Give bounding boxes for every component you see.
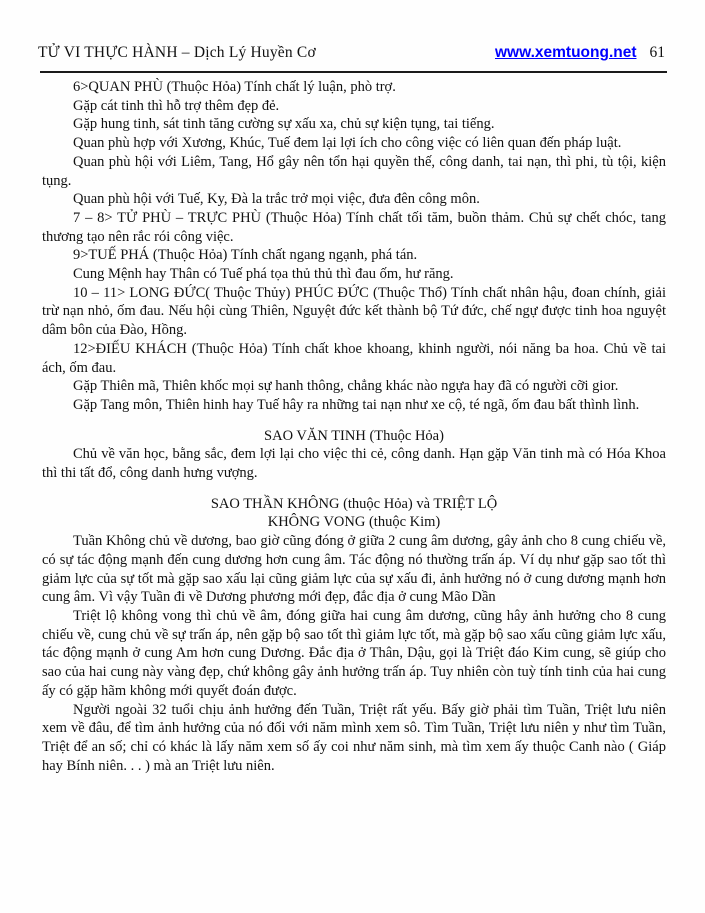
- paragraph: Triệt lộ không vong thì chủ về âm, đóng giữa hai cung âm dương, cũng hây ảnh hưởng cho 8 cung chiếu về, cung chủ về sự trấn áp, nên gặp bộ sao tốt thì giảm lực tốt, mà gặp bộ sao xấu cũng giảm lực xấu, tác động mạnh ở cung Am hơn cung Dương. Đắc địa ở Thân, Dậu, gọi là Triệt đáo Kim cung, sẽ giúp cho sao của hai cung này vàng đẹp, chứ không gây ảnh hưởng trấn áp. Tuy nhiên còn tuỳ tính tinh của hai cung ấy có gặp hãm không mới quyết đoán được.: [42, 607, 666, 699]
- paragraph: Người ngoài 32 tuổi chịu ảnh hưởng đến Tuần, Triệt rất yếu. Bấy giờ phải tìm Tuần, Triệt lưu niên xem về đâu, để tìm ảnh hưởng của nó đối với năm mình xem sô. Tìm Tuần, Triệt lưu niên y như tìm Tuần, Triệt để an số; chỉ có khác là lấy năm xem số ấy coi như năm sinh, mà tìm xem ấy thuộc Canh nào ( Giáp hay Bính niên. . . ) mà an Triệt lưu niên.: [42, 701, 666, 774]
- paragraph: 10 – 11> LONG ĐỨC( Thuộc Thủy) PHÚC ĐỨC (Thuộc Thổ) Tính chất nhân hậu, đoan chính, giải trừ nạn nhỏ, ốm đau. Nếu hội cùng Thiên, Nguyệt đức kết thành bộ Tứ đức, chế ngự được tinh hoa nguyệt dâm bôn của Đào, Hồng.: [42, 284, 666, 339]
- paragraph: 6>QUAN PHÙ (Thuộc Hỏa) Tính chất lý luận, phò trợ.: [73, 79, 396, 95]
- header-right: [495, 44, 665, 62]
- section-heading: SAO VĂN TINH (Thuộc Hỏa): [264, 427, 444, 444]
- page-header: [0, 0, 705, 62]
- section-heading: KHÔNG VONG (thuộc Kim): [267, 514, 441, 531]
- paragraph: 7 – 8> TỬ PHÙ – TRỰC PHÙ (Thuộc Hỏa) Tính chất tối tăm, buồn thảm. Chủ sự chết chóc, tang thương tạo nên rắc rói công việc.: [42, 209, 666, 245]
- paragraph: Gặp cát tinh thì hỗ trợ thêm đẹp đẻ.: [73, 97, 280, 114]
- paragraph: Gặp Tang môn, Thiên hinh hay Tuế hây ra những tai nạn như xe cộ, té ngã, ốm đau bất thình lình.: [73, 396, 640, 413]
- page-number: 61: [649, 44, 665, 61]
- paragraph: 9>TUẾ PHÁ (Thuộc Hỏa) Tính chất ngang ngạnh, phá tán.: [73, 247, 418, 264]
- website-link[interactable]: www.xemtuong.net: [494, 44, 637, 61]
- paragraph: Quan phù hội với Liêm, Tang, Hổ gây nên tổn hại quyền thế, công danh, tai nạn, thì phi, tù tội, kiện tụng.: [42, 153, 666, 189]
- document-title: TỬ VI THỰC HÀNH – Dịch Lý Huyền Cơ: [38, 44, 316, 61]
- paragraph: Gặp Thiên mã, Thiên khốc mọi sự hanh thông, chẳng khác nào ngựa hay đã có người cỡi gior.: [73, 378, 619, 395]
- paragraph: Quan phù hội với Tuế, Ky, Đà la trắc trở mọi việc, đưa đên công môn.: [73, 191, 480, 208]
- paragraph: Tuần Không chủ về dương, bao giờ cũng đóng ở giữa 2 cung âm dương, gây ảnh cho 8 cung chiếu về, có sự tác động mạnh đến cung dương hơn cung âm. Tác động nó thường trấn áp. Ví dụ như gặp sao tốt thì giảm lực của sự tốt mà gặp sao xấu lại cũng giảm lực của sự xấu đi, ảnh hưởng nó ở cung dương mạnh hơn cung âm. Vì vậy Tuần đi về Dương phương mới đẹp, đắc địa ở cung Mão Dần: [42, 533, 666, 606]
- paragraph: Chủ về văn học, bằng sắc, đem lợi lại cho việc thi cẻ, công danh. Hạn gặp Văn tinh mà có Hóa Khoa thì thi tất đổ, công danh hưng vượng.: [42, 446, 666, 482]
- document-body: [0, 73, 705, 775]
- paragraph: Gặp hung tinh, sát tinh tăng cường sự xấu xa, chủ sự kiện tụng, tai tiếng.: [73, 116, 495, 133]
- paragraph: 12>ĐIẾU KHÁCH (Thuộc Hỏa) Tính chất khoe khoang, khinh người, nói năng ba hoa. Chủ về tai ách, ốm đau.: [42, 340, 666, 376]
- paragraph: Quan phù hợp với Xương, Khúc, Tuế đem lại lợi ích cho công việc có liên quan đến pháp luật.: [73, 135, 622, 152]
- paragraph: Cung Mệnh hay Thân có Tuế phá tọa thủ thủ thì đau ốm, hư răng.: [73, 266, 454, 283]
- section-heading: SAO THẦN KHÔNG (thuộc Hỏa) và TRIỆT LỘ: [210, 495, 498, 512]
